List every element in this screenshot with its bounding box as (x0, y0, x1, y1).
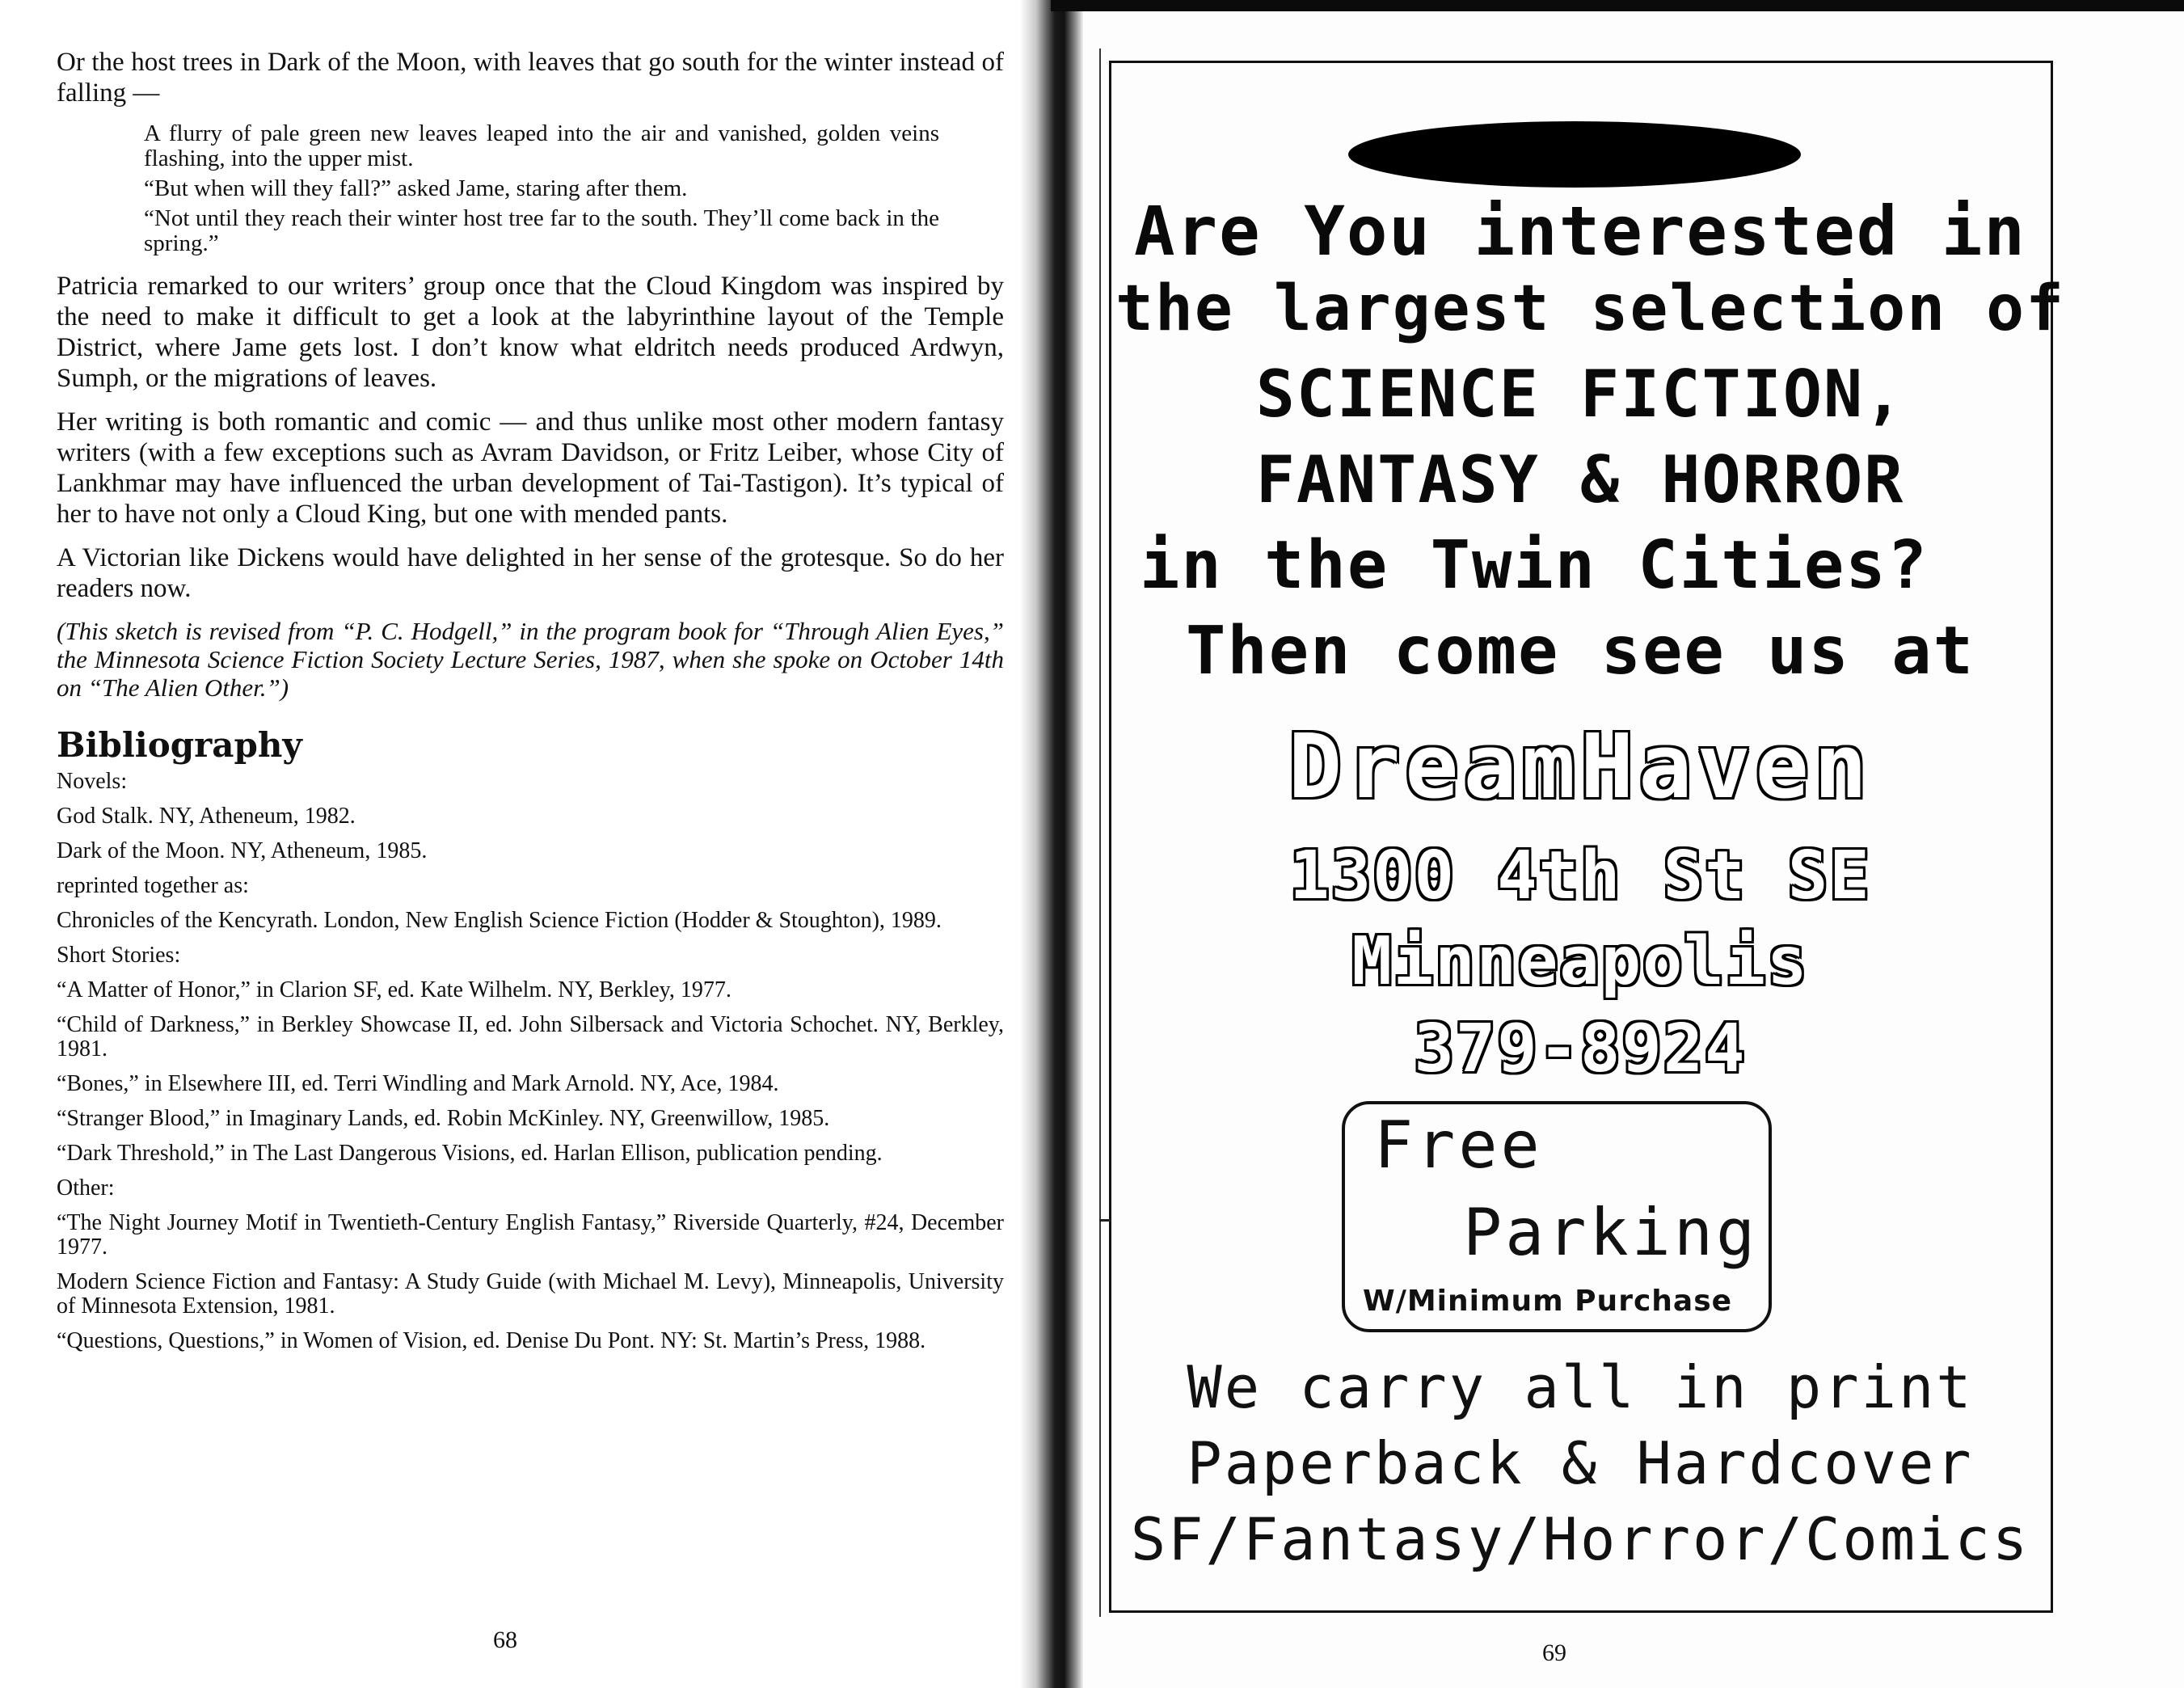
free-label: Free (1374, 1108, 1543, 1183)
quote-line: “But when will they fall?” asked Jame, staring after them. (144, 175, 688, 201)
ad-inventory-line: Paperback & Hardcover (1187, 1429, 1974, 1497)
bibliography-entry: God Stalk. NY, Atheneum, 1982. (57, 804, 356, 829)
ad-headline-line: Are You interested in (1133, 192, 2027, 271)
bibliography-entry: Chronicles of the Kencyrath. London, New English Science Fiction (Hodder & Stoughton), 1989. (57, 908, 942, 933)
bibliography-entry: reprinted together as: (57, 873, 249, 898)
page-number-left: 68 (493, 1627, 517, 1653)
ad-inventory-line: SF/Fantasy/Horror/Comics (1130, 1505, 2030, 1573)
black-oval-graphic (1348, 121, 1801, 188)
bibliography-category: Short Stories: (57, 943, 181, 968)
paragraph-writing-style: Her writing is both romantic and comic — and thus unlike most other modern fantasy writers (with a few exceptions such as Avram Davidson, or Fritz Leiber, whose City of Lankhmar may have influenced the urban development of Tai-Tastigon). It’s typical of her to have not only a Cloud King, but one with mended pants. (57, 407, 1004, 529)
bibliography-entry: Dark of the Moon. NY, Atheneum, 1985. (57, 838, 428, 863)
bibliography-category: Novels: (57, 769, 128, 794)
store-address: 1300 4th St SE (1289, 838, 1871, 914)
ad-outer-rule (1099, 49, 1101, 1617)
margin-tick-mark (1099, 1219, 1111, 1222)
paragraph-victorian: A Victorian like Dickens would have delighted in her sense of the grotesque. So do her readers now. (57, 543, 1004, 603)
bibliography-entry: “Child of Darkness,” in Berkley Showcase II, ed. John Silbersack and Victoria Schochet. NY, Berkley, 1981. (57, 1012, 1004, 1061)
store-name-logo: DreamHaven (1288, 715, 1873, 818)
page-number-right: 69 (1542, 1639, 1566, 1666)
paragraph-intro: Or the host trees in Dark of the Moon, with leaves that go south for the winter instead of falling — (57, 48, 1004, 108)
parking-label: Parking (1463, 1195, 1759, 1270)
bibliography-entry: “Stranger Blood,” in Imaginary Lands, ed. Robin McKinley. NY, Greenwillow, 1985. (57, 1106, 830, 1131)
top-scan-edge-right (1051, 0, 2184, 11)
bibliography-entry: “A Matter of Honor,” in Clarion SF, ed. Kate Wilhelm. NY, Berkley, 1977. (57, 977, 732, 1002)
ad-headline-line: Then come see us at (1186, 613, 1975, 690)
source-note: (This sketch is revised from “P. C. Hodgell,” in the program book for “Through Alien Eyes,” the Minnesota Science Fiction Society Lecture Series, 1987, when she spoke on October 14th on “The Alien Other.”) (57, 617, 1004, 702)
paragraph-cloud-kingdom: Patricia remarked to our writers’ group once that the Cloud Kingdom was inspired by the need to make it difficult to get a look at the labyrinthine layout of the Temple District, where Jame gets lost. I don’t know what eldritch needs produced Ardwyn, Sumph, or the migrations of leaves. (57, 272, 1004, 393)
quote-line: “Not until they reach their winter host tree far to the south. They’ll come back in the spring.” (144, 205, 939, 256)
bibliography-category: Other: (57, 1175, 115, 1201)
bibliography-heading: Bibliography (57, 725, 302, 765)
quote-line: A flurry of pale green new leaves leaped into the air and vanished, golden veins flashing, into the upper mist. (144, 120, 939, 171)
ad-headline-line: FANTASY & HORROR (1255, 442, 1905, 517)
minimum-purchase-label: W/Minimum Purchase (1363, 1285, 1733, 1318)
bibliography-entry: “Bones,” in Elsewhere III, ed. Terri Windling and Mark Arnold. NY, Ace, 1984. (57, 1071, 779, 1096)
bibliography-entry: “Dark Threshold,” in The Last Dangerous Visions, ed. Harlan Ellison, publication pending. (57, 1141, 883, 1166)
book-gutter (1020, 0, 1083, 1688)
ad-headline-line: the largest selection of (1115, 272, 2066, 345)
bibliography-entry: Modern Science Fiction and Fantasy: A Study Guide (with Michael M. Levy), Minneapolis, University of Minnesota Extension, 1981. (57, 1269, 1004, 1319)
left-page-text (57, 47, 1004, 1364)
block-quote (144, 121, 939, 256)
store-city: Minneapolis (1351, 923, 1809, 1000)
ad-inventory-line: We carry all in print (1187, 1353, 1974, 1421)
store-phone: 379-8924 (1414, 1011, 1747, 1087)
ad-headline-line: in the Twin Cities? (1140, 527, 1929, 604)
ad-headline-line: SCIENCE FICTION, (1255, 357, 1905, 432)
bibliography-entry: “The Night Journey Motif in Twentieth-Century English Fantasy,” Riverside Quarterly, #24, December 1977. (57, 1210, 1004, 1260)
bibliography-entry: “Questions, Questions,” in Women of Vision, ed. Denise Du Pont. NY: St. Martin’s Press, 1988. (57, 1328, 926, 1353)
